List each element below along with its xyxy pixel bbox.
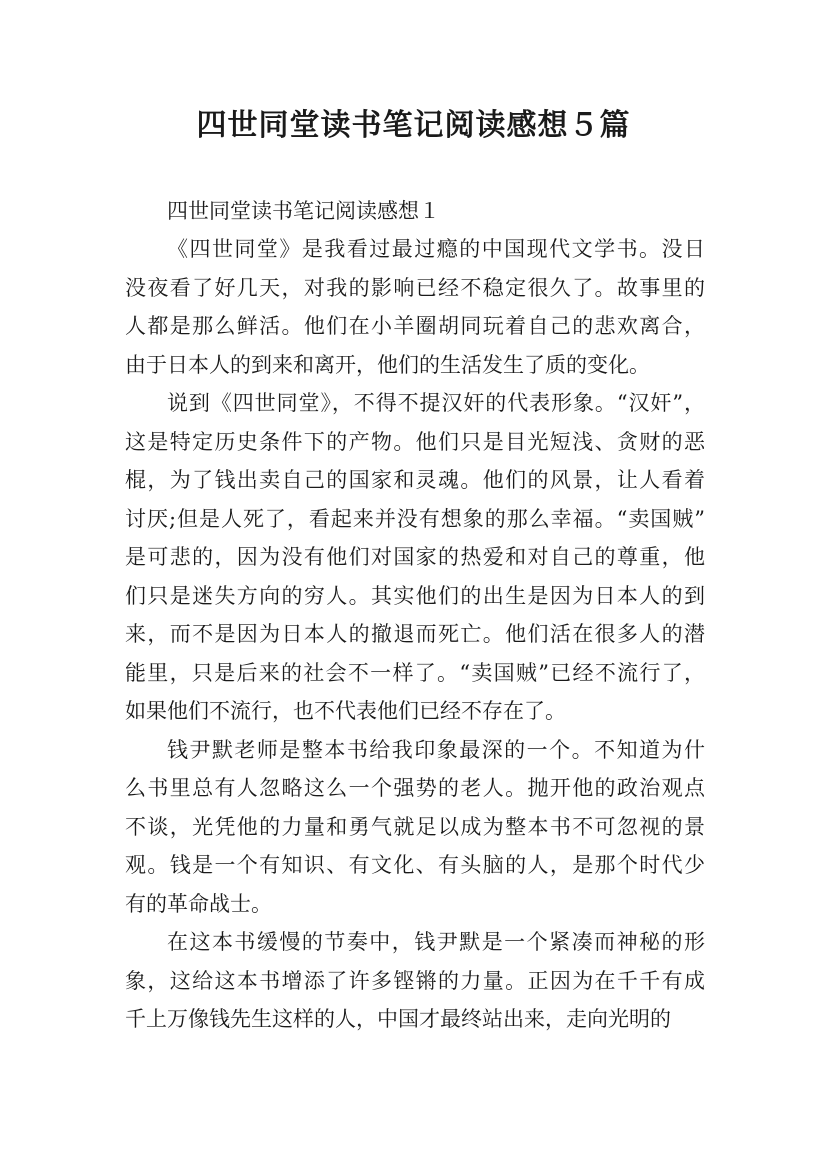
paragraph-line: 能里，只是后来的社会不一样了。“卖国贼”已经不流行了，	[125, 660, 705, 685]
paragraph-line: 们只是迷失方向的穷人。其实他们的出生是因为日本人的到	[125, 583, 705, 608]
paragraph-container	[125, 230, 705, 1039]
paragraph-line: 钱尹默老师是整本书给我印象最深的一个。不知道为什	[167, 737, 705, 762]
paragraph-line: 《四世同堂》是我看过最过瘾的中国现代文学书。没日	[167, 237, 705, 261]
paragraph-line: 这是特定历史条件下的产物。他们只是目光短浅、贪财的恶	[125, 429, 705, 454]
body-paragraph	[125, 384, 705, 731]
paragraph-line: 棍，为了钱出卖自己的国家和灵魂。他们的风景，让人看着	[125, 468, 705, 492]
section-heading: 四世同堂读书笔记阅读感想１	[167, 199, 440, 223]
body-paragraph	[125, 230, 705, 384]
paragraph-line: 千上万像钱先生这样的人，中国才最终站出来，走向光明的	[125, 1007, 671, 1031]
body-paragraph	[125, 923, 705, 1039]
paragraph-line: 人都是那么鲜活。他们在小羊圈胡同玩着自己的悲欢离合，	[125, 314, 705, 338]
paragraph-line: 在这本书缓慢的节奏中，钱尹默是一个紧凑而神秘的形	[167, 930, 705, 954]
paragraph-line: 如果他们不流行，也不代表他们已经不存在了。	[125, 699, 566, 723]
paragraph-line: 么书里总有人忽略这么一个强势的老人。抛开他的政治观点	[125, 776, 705, 800]
paragraph-line: 观。钱是一个有知识、有文化、有头脑的人，是那个时代少	[125, 853, 705, 877]
paragraph-line: 没夜看了好几天，对我的影响已经不稳定很久了。故事里的	[125, 275, 705, 300]
paragraph-line: 说到《四世同堂》，不得不提汉奸的代表形象。“汉奸”，	[167, 391, 705, 415]
document-title: 四世同堂读书笔记阅读感想５篇	[196, 108, 631, 143]
paragraph-line: 是可悲的，因为没有他们对国家的热爱和对自己的尊重，他	[125, 545, 705, 569]
body-paragraph	[125, 731, 705, 924]
paragraph-line: 不谈，光凭他的力量和勇气就足以成为整本书不可忽视的景	[125, 814, 705, 839]
paragraph-line: 讨厌;但是人死了，看起来并没有想象的那么幸福。“卖国贼”	[125, 506, 705, 531]
paragraph-line: 来，而不是因为日本人的撤退而死亡。他们活在很多人的潜	[125, 622, 705, 646]
document-body	[125, 192, 705, 1039]
paragraph-line: 有的革命战士。	[125, 891, 272, 916]
paragraph-line: 由于日本人的到来和离开，他们的生活发生了质的变化。	[125, 352, 650, 377]
paragraph-line: 象，这给这本书增添了许多铿锵的力量。正因为在千千有成	[125, 968, 705, 993]
